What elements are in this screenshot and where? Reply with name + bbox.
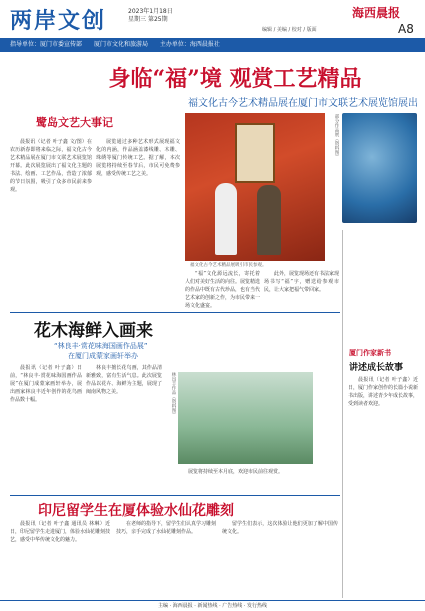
column-badge: 鹭岛文艺大事记 [36,116,113,129]
section3-column-3: 留学生们表示，这次体验让他们更加了解中国传统文化。 [222,521,338,535]
right-column-text: 晨报讯（记者 叶子鑫）近日，厦门作家创作的长篇小说新书出版，讲述青少年成长故事，受到读者欢迎。 [348,377,418,407]
section2-subhead: “林良丰·赏花味海国画作品展” [54,342,148,350]
issue-weekday: 星期三 [128,16,147,23]
section2-column-2: 林良丰擅长花鸟画，其作品清新雅致，富有生活气息。此次展览作品以花卉、海鲜为主题，展现了闽南风物之美。 [86,365,162,395]
right-tag: 厦门作家新书 [349,349,391,357]
section2-column-1: 晨报讯（记者 叶子鑫）日前，“林良丰·赏花味海国画作品展”在厦门成蒙家画轩举办，展出画家林良丰近年创作的花鸟画作品数十幅。 [10,365,82,403]
section2-column-3: 展览将持续至本月底，欢迎市民前往观赏。 [188,469,284,475]
footer: 主编 · 海西晨报 · 新闻热线 · 广告热线 · 发行热线 [0,600,425,611]
page-number: A8 [398,22,414,36]
header-bar-item: 厦门市文化和旅游局 [93,41,148,48]
lead-headline: 身临“福”境 观赏工艺精品 [108,66,362,92]
column-divider [342,230,343,598]
image-caption: 林良丰作品（资料图） [171,372,176,417]
visitor-figure [257,185,281,255]
header-bar-item: 主办单位：海西晨报社 [159,41,220,48]
lead-column-2: 展览通过多种艺术形式展现福文化的内涵，作品涵盖漆线雕、木雕、珠绣等厦门传统工艺。据了解，本次展览将持续至春节后，市民可免费参观，感受传统工艺之美。 [96,139,180,177]
lead-column-4: 此外，展览现场还有书法家现场书写“福”字，赠送给参观市民，让大家把福气带回家。 [264,271,339,293]
masthead-title: 两岸文创 [10,9,107,34]
lead-subhead: 福文化古今艺术精品展在厦门市文联艺术展览馆展出 [188,98,418,109]
side-caption: 部分作品展（资料图） [334,114,339,159]
section-divider [10,495,340,496]
section-divider [10,312,340,313]
right-headline: 讲述成长故事 [349,363,404,373]
lead-column-1: 晨报讯（记者 叶子鑫 文/图）在农历新春即将来临之际，福文化古今艺术精品展在厦门市文联艺术展览馆开幕。此次展览展出了福文化主题的书法、绘画、工艺作品，营造了浓郁的节日氛围，吸引了众多市民前来参观。 [10,139,92,193]
section3-column-1: 晨报讯（记者 叶子鑫 通讯员 林琳）近日，印尼留学生走进厦门，体验水仙花雕刻技艺，感受中华传统文化的魅力。 [10,521,110,543]
issue-date-block [128,8,173,24]
section2-headline: 花木海鲜入画来 [34,321,153,341]
photo-caption: 福文化古今艺术精品展吸引市民参观。 [190,263,267,268]
exhibition-photo [185,113,325,261]
section2-subhead: 在厦门成蒙家画轩举办 [68,352,138,360]
header-bar-item: 指导单位：厦门市委宣传部 [10,41,83,48]
artwork-frame [235,123,275,183]
visitor-figure [215,183,237,255]
newspaper-logo: 海西晨报 [352,6,401,20]
issue-date: 2023年1月18日 [128,8,173,15]
painting-image [178,372,313,464]
header-bar [0,38,425,52]
lead-column-3: “福”文化源远流长，寄托着人们对美好生活的向往。展览精选的作品中既有古代珍品，也有当代艺术家的创新之作，为市民带来一场文化盛宴。 [185,271,260,309]
issue-number: 第25期 [147,16,168,23]
editors-line: 编辑 / 美编 / 校对 / 版面 [262,27,317,33]
section3-column-2: 在老师的指导下，留学生们认真学习雕刻技巧，亲手完成了水仙花雕刻作品。 [116,521,216,535]
artwork-image [342,113,417,223]
section3-headline: 印尼留学生在厦体验水仙花雕刻 [38,503,234,519]
